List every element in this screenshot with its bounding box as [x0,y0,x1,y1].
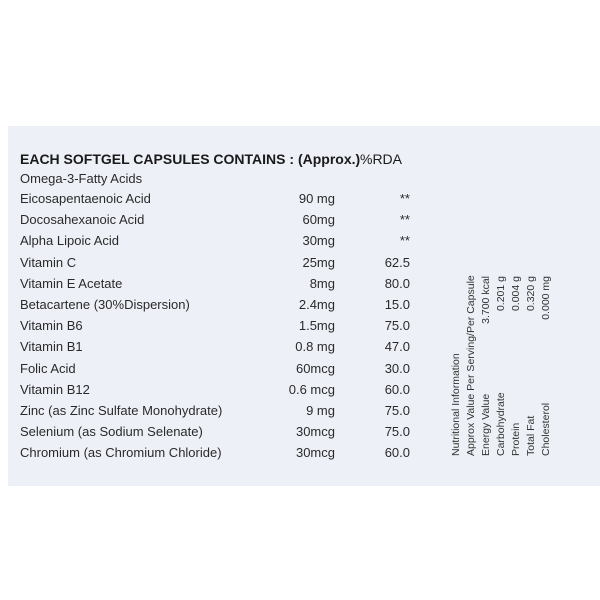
ingredient-rows [20,191,420,466]
ingredient-rda: 15.0 [384,296,410,312]
ingredient-name: Vitamin B12 [20,381,90,397]
ingredient-rda: 62.5 [384,254,410,270]
ingredient-row [20,233,420,254]
ingredient-quantity: 25mg [302,254,335,270]
ingredient-row [20,191,420,212]
ingredient-row [20,318,420,339]
ingredient-quantity: 90 mg [298,191,335,206]
nutrition-row [540,276,555,456]
nutrition-label: Protein [510,422,522,456]
nutrition-value: 0.000 mg [540,276,552,320]
ingredient-row [20,361,420,382]
ingredient-rda: 75.0 [384,402,410,418]
ingredient-quantity: 2.4mg [298,296,335,312]
nutrition-label: Total Fat [525,415,537,456]
composition-header [20,151,420,169]
ingredient-quantity: 60mg [302,212,335,228]
nutrition-row [510,276,525,456]
omega3-group-title: Omega-3-Fatty Acids [20,171,143,186]
ingredient-rda: 47.0 [384,339,410,355]
ingredient-quantity: 0.8 mg [295,339,335,355]
nutrition-value: 0.004 g [510,276,522,312]
nutrition-label: Carbohydrate [495,392,507,456]
ingredient-quantity: 9 mg [306,402,335,418]
ingredient-rda: 60.0 [384,445,410,461]
label-panel [8,126,600,486]
ingredient-name: Vitamin C [20,254,77,270]
nutrition-label: Energy Value [480,393,492,456]
rda-column-header: %RDA [360,151,403,167]
ingredient-name: Selenium (as Sodium Selenate) [20,424,203,440]
ingredient-rda: 30.0 [384,360,410,376]
nutrition-value: 0.320 g [525,276,537,312]
ingredient-row [20,212,420,233]
ingredient-quantity: 8mg [309,275,335,291]
ingredient-row [20,382,420,403]
ingredient-row [20,255,420,276]
nutrition-title-line [450,276,465,456]
nutrition-label: Cholesterol [540,402,552,456]
nutrition-title: Nutritional Information [450,353,462,456]
ingredient-name: Alpha Lipoic Acid [20,233,120,249]
ingredient-rda: 75.0 [384,424,410,440]
nutrition-subtitle: Approx Value Per Serving/Per Capsule [465,275,477,456]
ingredient-name: Folic Acid [20,360,76,376]
ingredient-rda: 75.0 [384,318,410,334]
ingredient-row [20,445,420,466]
ingredient-rda: ** [399,212,410,228]
ingredient-rda: ** [399,191,410,206]
ingredient-row [20,403,420,424]
ingredient-name: Vitamin B1 [20,339,83,355]
ingredient-quantity: 30mcg [295,424,335,440]
nutrition-value: 0.201 g [495,276,507,312]
ingredient-name: Docosahexanoic Acid [20,212,145,228]
ingredient-rda: 60.0 [384,381,410,397]
ingredient-name: Vitamin B6 [20,318,83,334]
ingredient-row [20,297,420,318]
ingredient-name: Betacartene (30%Dispersion) [20,296,190,312]
ingredient-quantity: 30mcg [295,445,335,461]
composition-title: EACH SOFTGEL CAPSULES CONTAINS : (Approx.) [20,151,361,167]
ingredient-rda: ** [399,233,410,249]
nutrition-row [495,276,510,456]
ingredient-row [20,276,420,297]
ingredient-row [20,339,420,360]
ingredient-name: Eicosapentaenoic Acid [20,191,151,206]
nutrition-value: 3.700 kcal [480,276,492,324]
ingredient-quantity: 0.6 mcg [288,381,335,397]
ingredient-name: Vitamin E Acetate [20,275,123,291]
ingredient-row [20,424,420,445]
ingredient-quantity: 30mg [302,233,335,249]
nutrition-row [480,276,495,456]
ingredient-quantity: 1.5mg [298,318,335,334]
ingredient-name: Zinc (as Zinc Sulfate Monohydrate) [20,402,223,418]
nutrition-row [525,276,540,456]
ingredient-quantity: 60mcg [295,360,335,376]
nutritional-information-panel [450,276,585,456]
ingredient-name: Chromium (as Chromium Chloride) [20,445,222,461]
nutrition-subtitle-line [465,276,480,456]
ingredient-rda: 80.0 [384,275,410,291]
